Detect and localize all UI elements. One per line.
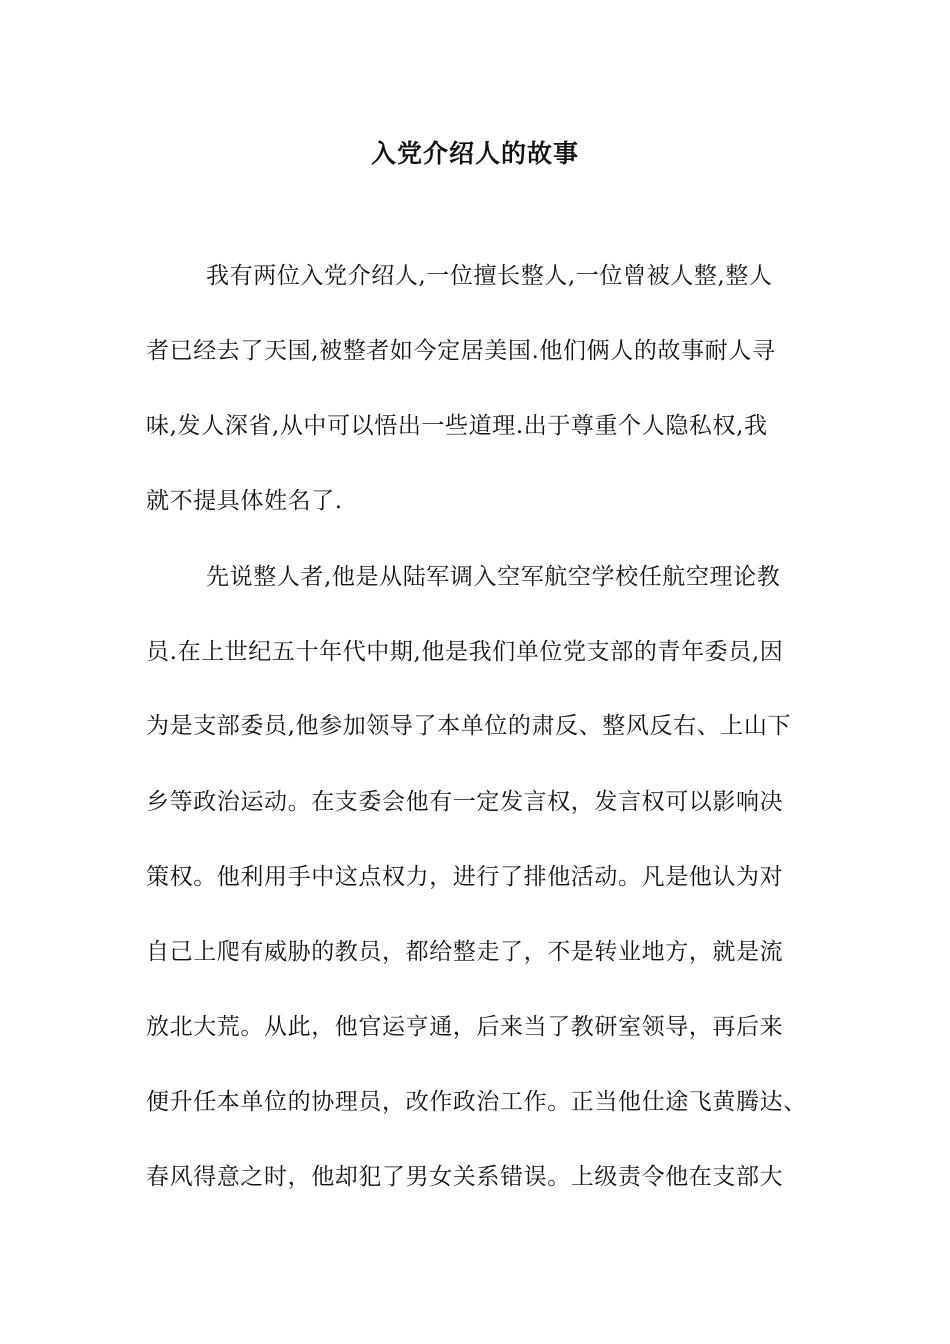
paragraph-line: 员.在上世纪五十年代中期,他是我们单位党支部的青年委员,因 bbox=[146, 639, 784, 665]
paragraph-line: 为是支部委员,他参加领导了本单位的肃反、整风反右、上山下 bbox=[146, 713, 792, 739]
paragraph-line: 便升任本单位的协理员，改作政治工作。正当他仕途飞黄腾达、 bbox=[146, 1089, 807, 1115]
paragraph-line: 放北大荒。从此，他官运亨通，后来当了教研室领导，再后来 bbox=[146, 1014, 784, 1040]
paragraph-line: 春风得意之时，他却犯了男女关系错误。上级责令他在支部大 bbox=[146, 1164, 784, 1190]
paragraph-line: 先说整人者,他是从陆军调入空军航空学校任航空理论教 bbox=[206, 564, 781, 590]
paragraph-line: 乡等政治运动。在支委会他有一定发言权，发言权可以影响决 bbox=[146, 789, 784, 815]
paragraph-line: 就不提具体姓名了. bbox=[146, 488, 343, 514]
paragraph-line: 自己上爬有威胁的教员，都给整走了，不是转业地方，就是流 bbox=[146, 939, 784, 965]
paragraph-line: 我有两位入党介绍人,一位擅长整人,一位曾被人整,整人 bbox=[206, 263, 773, 289]
page-title: 入党介绍人的故事 bbox=[370, 139, 579, 168]
paragraph-line: 味,发人深省,从中可以悟出一些道理.出于尊重个人隐私权,我 bbox=[146, 413, 768, 439]
paragraph-line: 策权。他利用手中这点权力，进行了排他活动。凡是他认为对 bbox=[146, 864, 784, 890]
paragraph-line: 者已经去了天国,被整者如今定居美国.他们俩人的故事耐人寻 bbox=[146, 338, 776, 364]
